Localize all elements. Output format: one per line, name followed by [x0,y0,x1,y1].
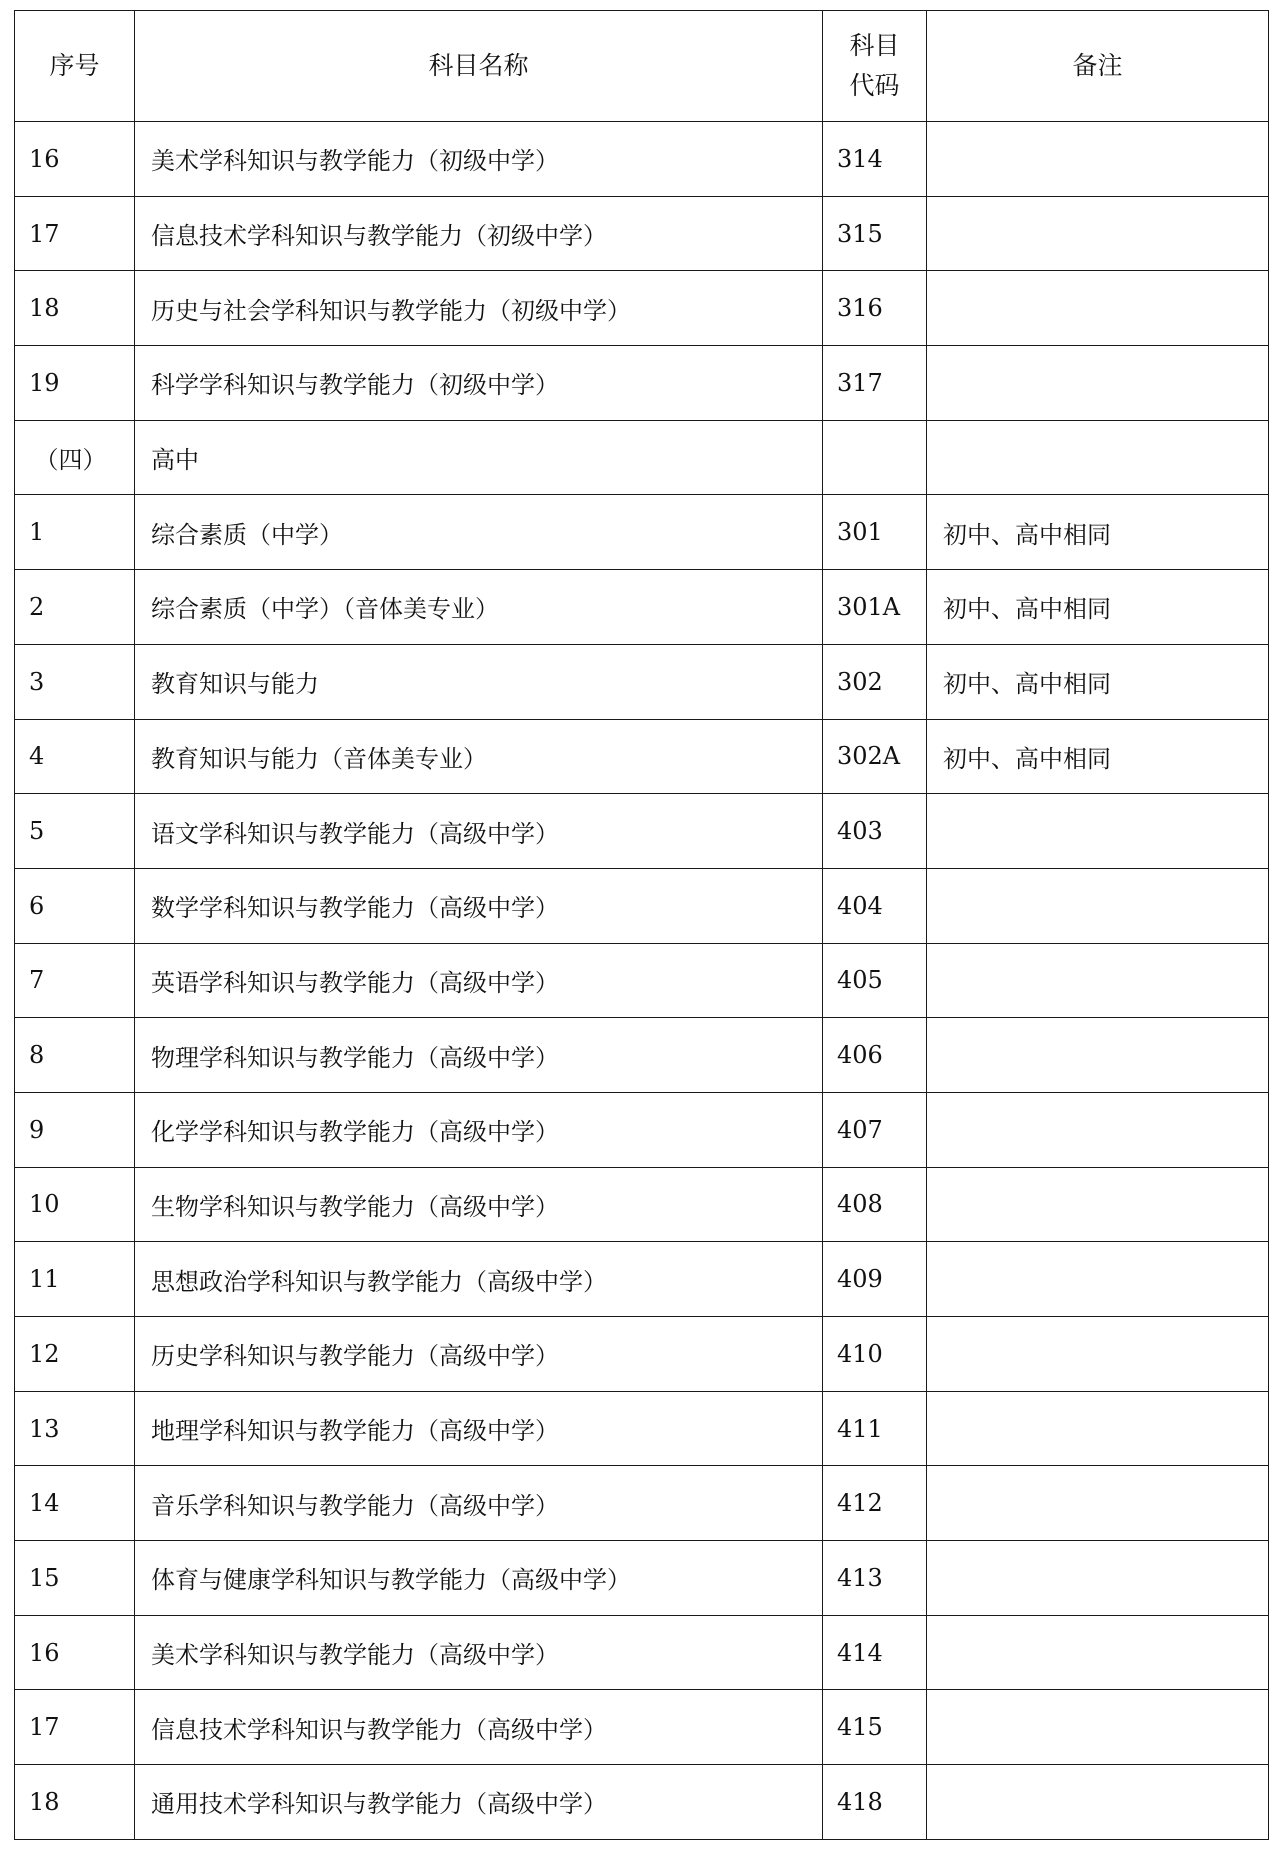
note-cell: 初中、高中相同 [927,570,1269,645]
name-cell: 教育知识与能力 [135,644,823,719]
code-cell: 410 [823,1317,927,1392]
table-row [15,271,1269,346]
table-row [15,644,1269,719]
name-cell: 音乐学科知识与教学能力（高级中学） [135,1466,823,1541]
name-cell: 美术学科知识与教学能力（高级中学） [135,1615,823,1690]
seq-cell: 18 [15,271,135,346]
note-cell [927,420,1269,495]
table-row [15,570,1269,645]
header-row [15,11,1269,122]
table-row [15,1167,1269,1242]
table-row [15,1541,1269,1616]
note-cell [927,1541,1269,1616]
name-cell: 生物学科知识与教学能力（高级中学） [135,1167,823,1242]
code-cell: 414 [823,1615,927,1690]
table-row [15,346,1269,421]
note-cell [927,346,1269,421]
note-cell: 初中、高中相同 [927,495,1269,570]
seq-cell: 3 [15,644,135,719]
name-cell: 信息技术学科知识与教学能力（高级中学） [135,1690,823,1765]
code-cell: 301 [823,495,927,570]
name-cell: 思想政治学科知识与教学能力（高级中学） [135,1242,823,1317]
code-cell: 415 [823,1690,927,1765]
code-cell: 302A [823,719,927,794]
seq-cell: 1 [15,495,135,570]
header-name: 科目名称 [135,11,823,122]
header-seq: 序号 [15,11,135,122]
seq-cell: （四） [15,420,135,495]
seq-cell: 7 [15,943,135,1018]
note-cell [927,1092,1269,1167]
seq-cell: 17 [15,196,135,271]
seq-cell: 15 [15,1541,135,1616]
code-cell: 314 [823,122,927,197]
name-cell: 通用技术学科知识与教学能力（高级中学） [135,1765,823,1840]
name-cell: 体育与健康学科知识与教学能力（高级中学） [135,1541,823,1616]
name-cell: 历史学科知识与教学能力（高级中学） [135,1317,823,1392]
note-cell [927,794,1269,869]
name-cell: 地理学科知识与教学能力（高级中学） [135,1391,823,1466]
seq-cell: 13 [15,1391,135,1466]
note-cell [927,1615,1269,1690]
note-cell [927,1242,1269,1317]
seq-cell: 17 [15,1690,135,1765]
seq-cell: 2 [15,570,135,645]
table-row [15,1765,1269,1840]
table-row [15,1615,1269,1690]
seq-cell: 5 [15,794,135,869]
table-row [15,1092,1269,1167]
name-cell: 英语学科知识与教学能力（高级中学） [135,943,823,1018]
name-cell: 化学学科知识与教学能力（高级中学） [135,1092,823,1167]
code-cell: 317 [823,346,927,421]
code-cell: 418 [823,1765,927,1840]
code-cell: 409 [823,1242,927,1317]
note-cell [927,868,1269,943]
table-row [15,1690,1269,1765]
table-row [15,1391,1269,1466]
section-row [15,420,1269,495]
note-cell: 初中、高中相同 [927,644,1269,719]
note-cell [927,943,1269,1018]
note-cell: 初中、高中相同 [927,719,1269,794]
note-cell [927,1317,1269,1392]
code-cell: 301A [823,570,927,645]
table-row [15,1317,1269,1392]
seq-cell: 18 [15,1765,135,1840]
table-row [15,495,1269,570]
name-cell: 美术学科知识与教学能力（初级中学） [135,122,823,197]
name-cell: 信息技术学科知识与教学能力（初级中学） [135,196,823,271]
table-body [15,122,1269,1840]
code-cell: 412 [823,1466,927,1541]
seq-cell: 12 [15,1317,135,1392]
header-code [823,11,927,122]
seq-cell: 9 [15,1092,135,1167]
seq-cell: 10 [15,1167,135,1242]
table-row [15,1466,1269,1541]
code-cell: 413 [823,1541,927,1616]
table-row [15,794,1269,869]
name-cell: 综合素质（中学）（音体美专业） [135,570,823,645]
note-cell [927,1765,1269,1840]
seq-cell: 6 [15,868,135,943]
code-cell [823,420,927,495]
seq-cell: 19 [15,346,135,421]
table-row [15,719,1269,794]
code-cell: 403 [823,794,927,869]
header-code-line1: 科目 [849,31,900,60]
header-note: 备注 [927,11,1269,122]
code-cell: 405 [823,943,927,1018]
seq-cell: 16 [15,1615,135,1690]
name-cell: 高中 [135,420,823,495]
code-cell: 316 [823,271,927,346]
code-cell: 315 [823,196,927,271]
note-cell [927,1391,1269,1466]
seq-cell: 11 [15,1242,135,1317]
name-cell: 历史与社会学科知识与教学能力（初级中学） [135,271,823,346]
name-cell: 综合素质（中学） [135,495,823,570]
table-row [15,196,1269,271]
table-row [15,1242,1269,1317]
name-cell: 物理学科知识与教学能力（高级中学） [135,1018,823,1093]
seq-cell: 16 [15,122,135,197]
note-cell [927,1690,1269,1765]
name-cell: 教育知识与能力（音体美专业） [135,719,823,794]
subject-table [14,10,1269,1840]
code-cell: 411 [823,1391,927,1466]
table-row [15,868,1269,943]
note-cell [927,122,1269,197]
seq-cell: 4 [15,719,135,794]
code-cell: 404 [823,868,927,943]
name-cell: 语文学科知识与教学能力（高级中学） [135,794,823,869]
note-cell [927,196,1269,271]
note-cell [927,1466,1269,1541]
table-row [15,943,1269,1018]
code-cell: 408 [823,1167,927,1242]
seq-cell: 8 [15,1018,135,1093]
note-cell [927,271,1269,346]
name-cell: 数学学科知识与教学能力（高级中学） [135,868,823,943]
note-cell [927,1018,1269,1093]
table-row [15,122,1269,197]
header-code-line2: 代码 [849,71,900,100]
seq-cell: 14 [15,1466,135,1541]
code-cell: 407 [823,1092,927,1167]
code-cell: 302 [823,644,927,719]
name-cell: 科学学科知识与教学能力（初级中学） [135,346,823,421]
note-cell [927,1167,1269,1242]
code-cell: 406 [823,1018,927,1093]
table-row [15,1018,1269,1093]
